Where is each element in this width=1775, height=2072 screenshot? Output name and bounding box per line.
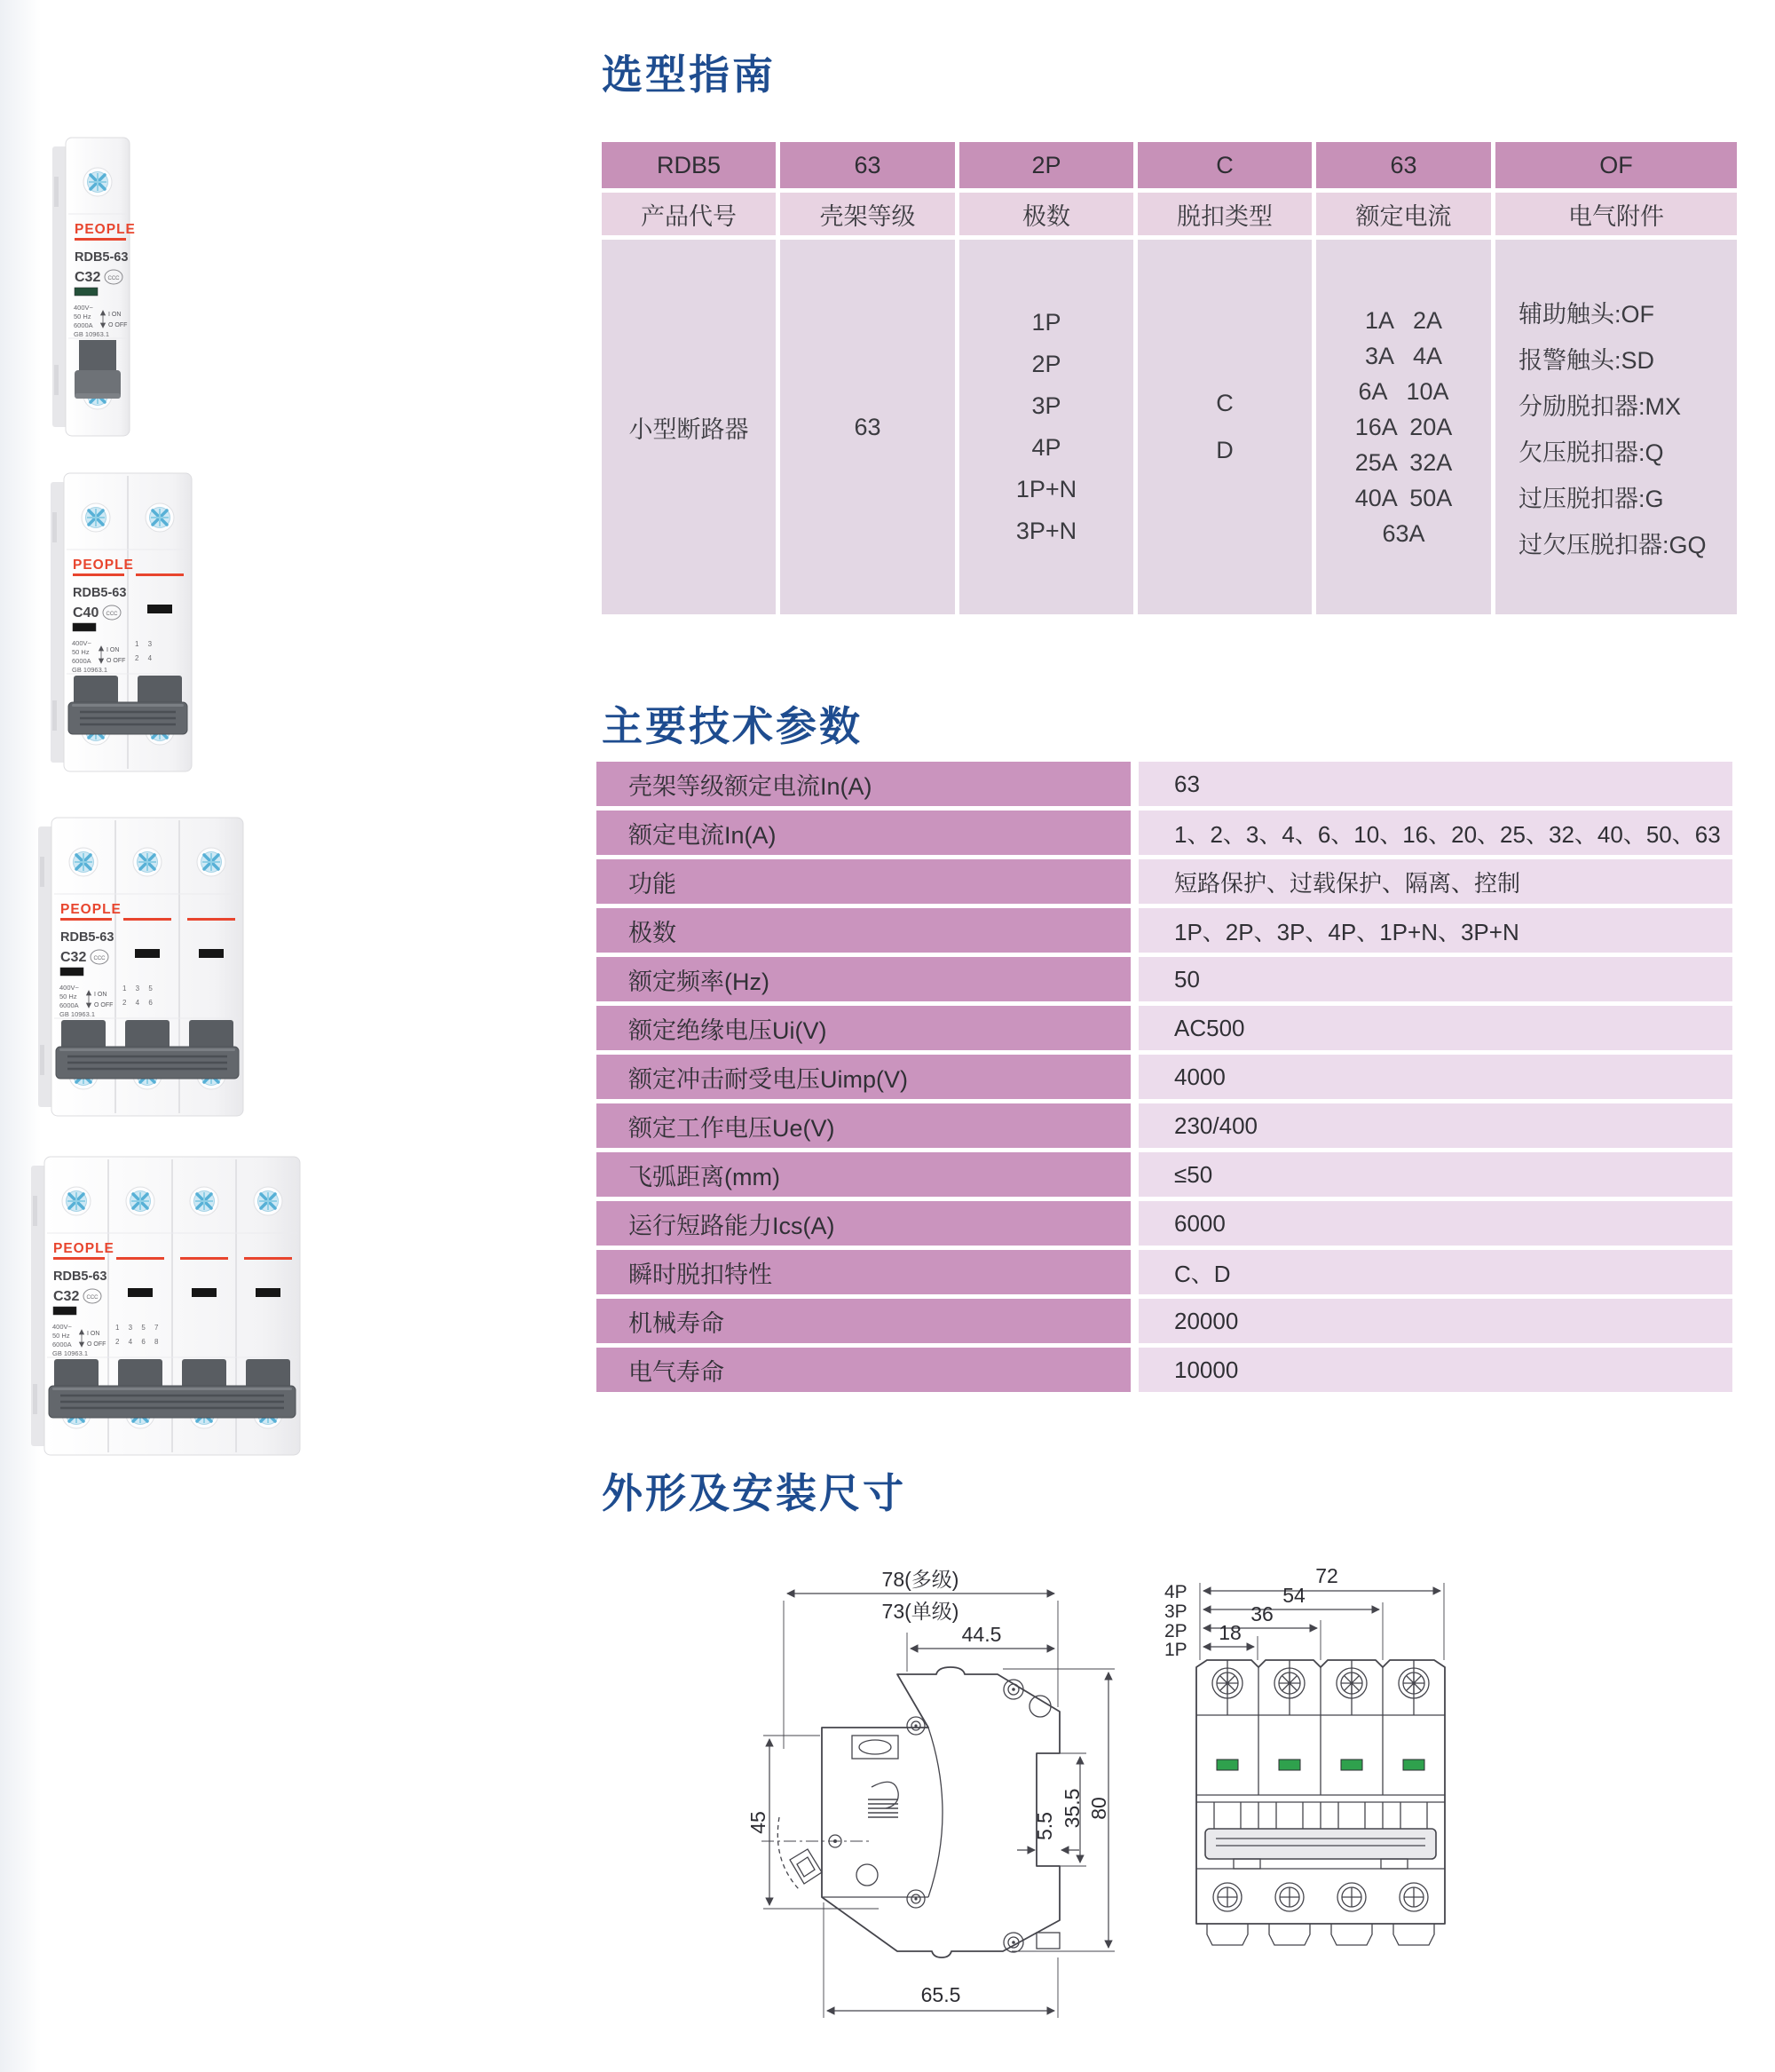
svg-text:35.5: 35.5: [1061, 1788, 1084, 1829]
svg-text:2 4: 2 4: [135, 654, 156, 662]
svg-text:400V~: 400V~: [52, 1323, 72, 1331]
svg-text:50 Hz: 50 Hz: [72, 648, 90, 656]
pole-label: 1P: [1164, 1640, 1187, 1660]
param-value: 4000: [1139, 1055, 1732, 1099]
selection-guide-table: [602, 142, 1737, 614]
pole-label: 2P: [1164, 1621, 1187, 1641]
svg-text:CCC: CCC: [106, 612, 118, 617]
param-label: 极数: [596, 908, 1131, 953]
param-value: C、D: [1139, 1250, 1732, 1294]
param-value: 63: [1139, 762, 1732, 806]
product-name-cell: 小型断路器: [602, 240, 776, 614]
param-value: 6000: [1139, 1201, 1732, 1246]
svg-text:72: 72: [1315, 1567, 1338, 1587]
field-label-cell: 产品代号: [602, 193, 776, 235]
code-cell: C: [1138, 142, 1312, 188]
current-option: 1A 2A: [1364, 306, 1443, 334]
trip-type-cell: [1138, 240, 1312, 614]
svg-text:GB 10963.1: GB 10963.1: [52, 1349, 89, 1357]
param-value: 短路保护、过载保护、隔离、控制: [1139, 859, 1732, 904]
svg-text:6000A: 6000A: [52, 1340, 72, 1348]
current-option: 3A 4A: [1364, 342, 1443, 369]
svg-text:6000A: 6000A: [59, 1001, 79, 1009]
front-bottom-screws: [1213, 1883, 1428, 1911]
section-title-dimensions: 外形及安装尺寸: [602, 1470, 906, 1516]
param-label: 瞬时脱扣特性: [596, 1250, 1131, 1294]
svg-text:O OFF: O OFF: [94, 1002, 114, 1008]
breaker-photo-2p: [50, 471, 199, 774]
code-cell: RDB5: [602, 142, 776, 188]
breaker-photo-3p: [37, 810, 250, 1124]
param-label: 额定频率(Hz): [596, 957, 1131, 1001]
svg-text:54: 54: [1282, 1584, 1306, 1607]
svg-text:CCC: CCC: [86, 1295, 99, 1301]
param-value: 1、2、3、4、6、10、16、20、25、32、40、50、63: [1139, 811, 1732, 855]
accessories-cell: [1495, 240, 1737, 614]
pole-label: 4P: [1164, 1582, 1187, 1602]
svg-text:C32: C32: [53, 1289, 80, 1304]
front-view-dimensions: [1164, 1567, 1444, 1660]
front-view-outline: [1196, 1660, 1445, 1945]
svg-text:PEOPLE: PEOPLE: [53, 1241, 114, 1256]
field-label-cell: 额定电流: [1316, 193, 1491, 235]
poles-list: [959, 240, 1133, 614]
svg-text:PEOPLE: PEOPLE: [73, 558, 134, 573]
svg-text:18: 18: [1219, 1621, 1242, 1644]
code-cell: OF: [1495, 142, 1737, 188]
svg-text:PEOPLE: PEOPLE: [75, 222, 136, 237]
svg-text:CCC: CCC: [107, 276, 120, 281]
svg-text:GB 10963.1: GB 10963.1: [74, 330, 110, 338]
svg-text:44.5: 44.5: [961, 1623, 1002, 1646]
param-value: ≤50: [1139, 1152, 1732, 1197]
svg-text:CCC: CCC: [93, 956, 106, 961]
pole-option: 2P: [1031, 351, 1061, 377]
svg-text:C40: C40: [73, 605, 99, 621]
param-value: 10000: [1139, 1348, 1732, 1392]
svg-text:6000A: 6000A: [72, 657, 91, 665]
svg-text:1 3 5 7: 1 3 5 7: [115, 1324, 162, 1332]
param-label: 额定冲击耐受电压Uimp(V): [596, 1055, 1131, 1099]
trip-type-list: [1138, 240, 1312, 614]
product-photo-2p: [50, 471, 199, 779]
din-latch: [761, 1817, 1060, 1949]
side-view-outline: [761, 1667, 1060, 1957]
param-label: 运行短路能力Ics(A): [596, 1201, 1131, 1246]
accessories-list: [1495, 240, 1737, 614]
svg-text:RDB5-63: RDB5-63: [73, 586, 127, 600]
svg-text:RDB5-63: RDB5-63: [60, 930, 114, 945]
param-value: 230/400: [1139, 1103, 1732, 1148]
param-label: 电气寿命: [596, 1348, 1131, 1392]
pole-option: 3P: [1031, 392, 1061, 419]
param-label: 额定绝缘电压Ui(V): [596, 1006, 1131, 1050]
field-label-cell: 电气附件: [1495, 193, 1737, 235]
product-photo-4p: [30, 1138, 307, 1478]
current-option: 63A: [1382, 519, 1425, 547]
accessory-option: 分励脱扣器:MX: [1519, 392, 1682, 420]
product-photo-3p: [37, 810, 250, 1128]
svg-text:I ON: I ON: [94, 992, 107, 998]
pole-label: 3P: [1164, 1601, 1187, 1622]
svg-text:6000A: 6000A: [74, 321, 93, 329]
code-cell: 63: [780, 142, 955, 188]
current-option: 16A 20A: [1354, 413, 1453, 440]
tech-params-table: [596, 762, 1732, 1392]
param-value: 1P、2P、3P、4P、1P+N、3P+N: [1139, 908, 1732, 953]
code-cell: 63: [1316, 142, 1491, 188]
svg-text:O OFF: O OFF: [108, 322, 128, 328]
svg-text:C32: C32: [60, 950, 87, 965]
code-cell: 2P: [959, 142, 1133, 188]
param-label: 机械寿命: [596, 1299, 1131, 1343]
svg-text:400V~: 400V~: [74, 304, 93, 312]
section-title-tech-params: 主要技术参数: [602, 703, 863, 749]
product-photo-1p: [51, 135, 137, 443]
svg-text:O OFF: O OFF: [106, 658, 126, 664]
svg-text:1 3 5: 1 3 5: [122, 985, 156, 993]
front-view-drawing: [1145, 1567, 1491, 2037]
logo-mark: [868, 1782, 898, 1817]
field-label-cell: 极数: [959, 193, 1133, 235]
param-value: AC500: [1139, 1006, 1732, 1050]
svg-text:400V~: 400V~: [72, 639, 91, 647]
svg-text:I ON: I ON: [108, 312, 122, 318]
svg-text:80: 80: [1087, 1797, 1110, 1820]
accessory-option: 欠压脱扣器:Q: [1519, 439, 1664, 466]
svg-text:I ON: I ON: [106, 647, 120, 653]
current-cell: [1316, 240, 1491, 614]
pole-option: 4P: [1031, 434, 1061, 461]
section-title-selection-guide: 选型指南: [602, 51, 776, 98]
svg-text:65.5: 65.5: [920, 1983, 961, 2006]
field-label-cell: 壳架等级: [780, 193, 955, 235]
field-label-cell: 脱扣类型: [1138, 193, 1312, 235]
pole-option: 3P+N: [1015, 518, 1077, 544]
svg-text:PEOPLE: PEOPLE: [60, 902, 122, 917]
current-option: 25A 32A: [1354, 448, 1453, 476]
svg-text:73(单级): 73(单级): [881, 1600, 959, 1623]
svg-text:45: 45: [746, 1811, 769, 1834]
breaker-photo-4p: [30, 1138, 307, 1474]
pole-option: 1P: [1031, 309, 1061, 336]
frame-rating-cell: 63: [780, 240, 955, 614]
toggle-bar: [1196, 1795, 1445, 1869]
breaker-photo-1p: [51, 135, 137, 439]
current-list: [1316, 240, 1491, 614]
accessory-option: 辅助触头:OF: [1519, 300, 1654, 328]
accessory-option: 过欠压脱扣器:GQ: [1519, 531, 1707, 558]
svg-text:50 Hz: 50 Hz: [74, 312, 91, 320]
svg-text:400V~: 400V~: [59, 984, 79, 992]
svg-text:50 Hz: 50 Hz: [52, 1332, 70, 1340]
current-option: 6A 10A: [1358, 377, 1449, 405]
svg-text:50 Hz: 50 Hz: [59, 993, 77, 1000]
param-label: 功能: [596, 859, 1131, 904]
svg-text:GB 10963.1: GB 10963.1: [59, 1010, 96, 1018]
svg-text:78(多级): 78(多级): [881, 1568, 959, 1591]
svg-text:2 4 6: 2 4 6: [122, 999, 156, 1007]
svg-text:2 4 6 8: 2 4 6 8: [115, 1338, 162, 1346]
accessory-option: 报警触头:SD: [1519, 346, 1655, 374]
param-label: 飞弧距离(mm): [596, 1152, 1131, 1197]
svg-text:36: 36: [1250, 1602, 1274, 1625]
svg-text:I ON: I ON: [87, 1331, 100, 1337]
param-value: 50: [1139, 957, 1732, 1001]
trip-option: D: [1216, 437, 1234, 463]
param-label: 额定工作电压Ue(V): [596, 1103, 1131, 1148]
trip-option: C: [1216, 390, 1234, 416]
screw-marks: [856, 1680, 1051, 1952]
svg-text:RDB5-63: RDB5-63: [75, 250, 129, 265]
bottom-terminals: [1207, 1924, 1434, 1945]
param-label: 额定电流In(A): [596, 811, 1131, 855]
poles-cell: [959, 240, 1133, 614]
param-label: 壳架等级额定电流In(A): [596, 762, 1131, 806]
current-option: 40A 50A: [1354, 484, 1453, 511]
svg-text:RDB5-63: RDB5-63: [53, 1269, 107, 1284]
side-view-drawing: [746, 1567, 1145, 2037]
svg-text:5.5: 5.5: [1033, 1812, 1056, 1840]
side-view-dimensions: [746, 1568, 1115, 2018]
svg-text:1 3: 1 3: [135, 640, 156, 648]
param-value: 20000: [1139, 1299, 1732, 1343]
svg-text:C32: C32: [75, 270, 101, 285]
pole-option: 1P+N: [1015, 476, 1077, 502]
svg-text:GB 10963.1: GB 10963.1: [72, 666, 108, 674]
accessory-option: 过压脱扣器:G: [1519, 485, 1664, 512]
svg-text:O OFF: O OFF: [87, 1341, 106, 1348]
